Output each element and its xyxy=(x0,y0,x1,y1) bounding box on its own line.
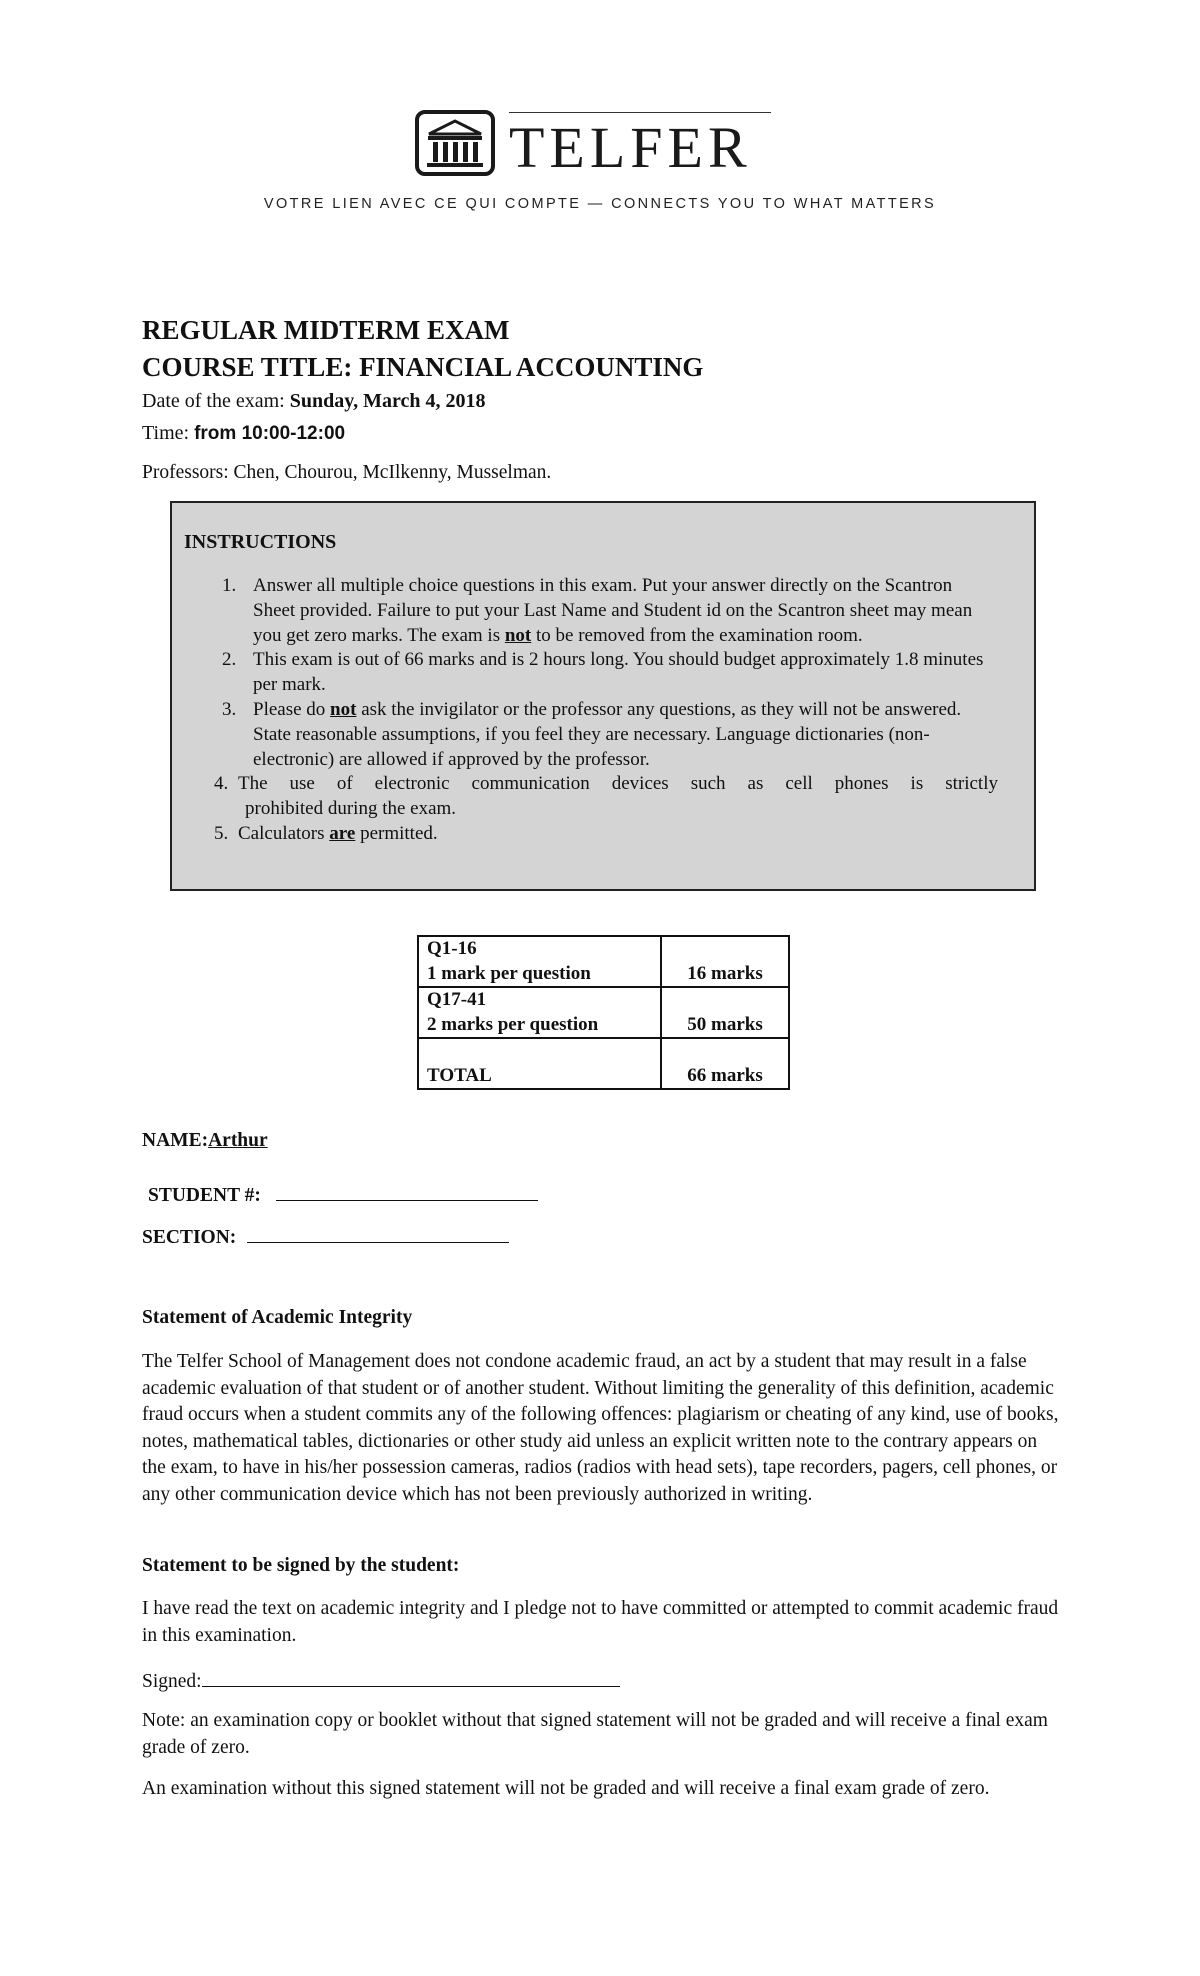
name-field[interactable] xyxy=(142,1129,268,1153)
integrity-title: Statement of Academic Integrity xyxy=(142,1307,413,1328)
telfer-logo xyxy=(415,108,775,178)
student-number-label: STUDENT #: xyxy=(148,1185,261,1206)
tagline: VOTRE LIEN AVEC CE QUI COMPTE — CONNECTS YOU TO WHAT MATTERS xyxy=(263,196,937,212)
name-label: NAME: xyxy=(142,1130,209,1151)
table-row: Q17-41 2 marks per question 50 marks xyxy=(418,987,789,1038)
pledge-text: I have read the text on academic integrity and I pledge not to have committed or attempted to commit academic fraud in this examination. xyxy=(142,1598,1059,1646)
note-text: Note: an examination copy or booklet without that signed statement will not be graded and will receive a final exam grade of zero. xyxy=(142,1710,1048,1758)
instructions-box xyxy=(170,501,1036,891)
logo-wordmark: TELFER xyxy=(509,115,752,180)
instructions-list xyxy=(214,574,998,847)
table-row: TOTAL 66 marks xyxy=(418,1038,789,1089)
time-value: from 10:00-12:00 xyxy=(194,423,346,444)
exam-time xyxy=(142,421,345,446)
exam-date xyxy=(142,389,486,413)
instruction-item: 2. This exam is out of 66 marks and is 2 hours long. You should budget approximately 1.8 minutes per mark. xyxy=(222,649,984,696)
signature-field[interactable] xyxy=(142,1666,620,1694)
section-blank[interactable] xyxy=(247,1222,509,1243)
table-row: Q1-16 1 mark per question 16 marks xyxy=(418,936,789,987)
signed-label: Signed: xyxy=(142,1671,202,1692)
date-label: Date of the exam: xyxy=(142,390,290,412)
student-number-blank[interactable] xyxy=(276,1180,538,1201)
instruction-item: 4. The use of electronic communication devices such as cell phones is strictly prohibited during the exam. xyxy=(214,773,998,820)
final-note-text: An examination without this signed statement will not be graded and will receive a final exam grade of zero. xyxy=(142,1778,990,1799)
date-value: Sunday, March 4, 2018 xyxy=(289,390,486,412)
professors: Professors: Chen, Chourou, McIlkenny, Musselman. xyxy=(142,462,552,483)
instruction-item: 3. Please do not ask the invigilator or the professor any questions, as they will not be answered. State reasonable assumptions, if you feel they are necessary. Language dictionaries (non-electronic) are allowed if approved by the professor. xyxy=(222,698,962,770)
signed-statement-title: Statement to be signed by the student: xyxy=(142,1555,460,1576)
exam-title: REGULAR MIDTERM EXAM xyxy=(142,315,510,345)
section-field[interactable] xyxy=(142,1222,509,1250)
marks-table xyxy=(417,935,790,1090)
course-title: COURSE TITLE: FINANCIAL ACCOUNTING xyxy=(142,352,704,382)
logo-rule xyxy=(509,112,771,113)
student-number-field[interactable] xyxy=(148,1180,538,1208)
name-value[interactable]: Arthur xyxy=(208,1130,268,1151)
instruction-item: 1. Answer all multiple choice questions in this exam. Put your answer directly on the Scantron Sheet provided. Failure to put your Last Name and Student id on the Scantron sheet may mean you get zero marks. The exam is not to be removed from the examination room. xyxy=(222,575,973,646)
time-label: Time: xyxy=(142,422,195,444)
building-columns-icon xyxy=(415,110,495,176)
instructions-title: INSTRUCTIONS xyxy=(184,531,337,553)
integrity-body: The Telfer School of Management does not condone academic fraud, an act by a student that may result in a false academic evaluation of that student or of another student. Without limiting the generality of this definition, academic fraud occurs when a student commits any of the following offences: plagiarism or cheating of any kind, use of books, notes, mathematical tables, dictionaries or other study aid unless an explicit written note to the contrary appears on the exam, to have in his/her possession cameras, radios (radios with head sets), tape recorders, pagers, cell phones, or any other communication device which has not been previously authorized in writing. xyxy=(142,1351,1059,1505)
instruction-item: 5. Calculators are permitted. xyxy=(214,822,438,844)
section-label: SECTION: xyxy=(142,1227,237,1248)
signature-blank[interactable] xyxy=(202,1666,620,1687)
